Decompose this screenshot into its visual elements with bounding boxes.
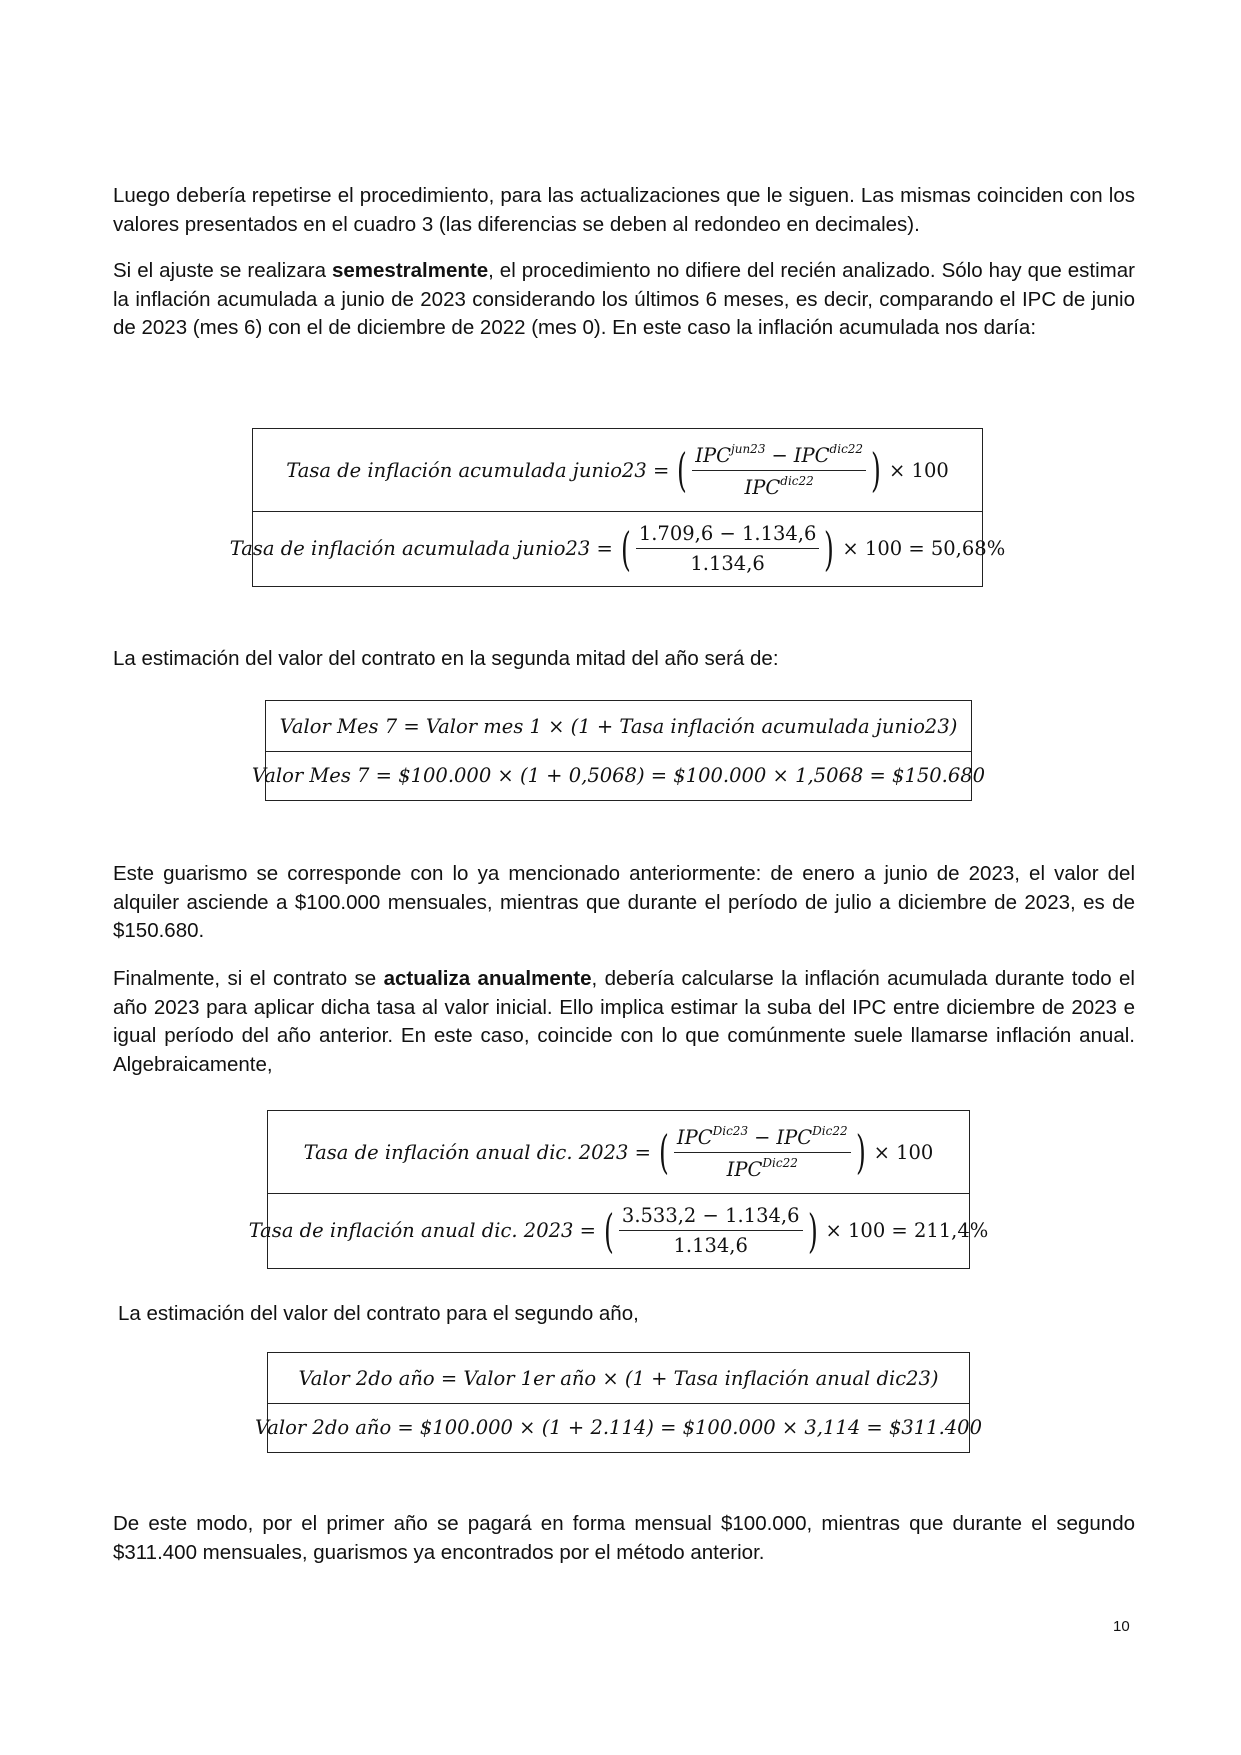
minus-sign: − bbox=[771, 443, 788, 467]
paragraph-conclusion: De este modo, por el primer año se pagará en forma mensual $100.000, mientras que durante el segundo $311.400 mensuales, guarismos ya encontrados por el método anterior. bbox=[113, 1512, 1135, 1564]
formula-lhs: Tasa de inflación acumulada junio23 = bbox=[229, 537, 613, 560]
fraction bbox=[674, 1124, 851, 1181]
formula-row-calculation: Valor Mes 7 = $100.000 × (1 + 0,5068) = $100.000 × 1,5068 = $150.680 bbox=[266, 751, 971, 799]
right-paren: ) bbox=[871, 443, 881, 497]
paragraph-second-half: La estimación del valor del contrato en la segunda mitad del año será de: bbox=[113, 647, 779, 670]
page-number: 10 bbox=[1113, 1618, 1130, 1635]
fraction bbox=[636, 522, 820, 575]
right-paren: ) bbox=[807, 1203, 818, 1258]
formula-row-calculation: Valor 2do año = $100.000 × (1 + 2.114) = $100.000 × 3,114 = $311.400 bbox=[268, 1403, 969, 1451]
paragraph-procedure: Luego debería repetirse el procedimiento, para las actualizaciones que le siguen. Las mismas coinciden con los valores presentados en el cuadro 3 (las diferencias se deben al redondeo en decimales). bbox=[113, 184, 1135, 236]
left-paren: ( bbox=[603, 1203, 614, 1258]
fraction-numerator bbox=[674, 1124, 851, 1153]
text-span: , debería calcularse la inflación acumulada durante todo el año 2023 para aplicar dicha tasa al valor inicial. Ello implica estimar la suba del IPC entre diciembre de 2023 e igual período del año anterior. En este caso, coincide con lo que comúnmente suele llamarse inflación anual. Algebraicamente, bbox=[113, 967, 1135, 1076]
formula-box-inflation-annual bbox=[248, 1110, 989, 1269]
fraction-numerator: 3.533,2 − 1.134,6 bbox=[619, 1204, 803, 1231]
minus-sign: − bbox=[754, 1125, 771, 1149]
formula-row-definition bbox=[253, 429, 982, 511]
bold-term-semestral: semestralmente bbox=[332, 259, 489, 282]
fraction-denominator bbox=[742, 471, 817, 499]
formula-lhs: Tasa de inflación anual dic. 2023 = bbox=[248, 1219, 596, 1242]
superscript: dic22 bbox=[780, 473, 814, 488]
paragraph-guarismo: Este guarismo se corresponde con lo ya mencionado anteriormente: de enero a junio de 2023, el valor del alquiler asciende a $100.000 mensuales, mientras que durante el período de julio a diciembre de 2023, es de $150.680. bbox=[113, 862, 1135, 942]
formula-row-definition: Valor 2do año = Valor 1er año × (1 + Tasa inflación anual dic23) bbox=[298, 1366, 939, 1390]
fraction-group bbox=[673, 442, 885, 499]
left-paren: ( bbox=[677, 443, 688, 497]
ipc-term: IPC bbox=[744, 475, 781, 499]
superscript: Dic23 bbox=[712, 1123, 749, 1138]
times-100: × 100 bbox=[873, 1140, 934, 1164]
fraction-group bbox=[655, 1124, 870, 1181]
right-paren: ) bbox=[855, 1125, 866, 1179]
formula-box-second-year bbox=[255, 1352, 982, 1453]
right-paren: ) bbox=[824, 521, 835, 576]
fraction-denominator: 1.134,6 bbox=[690, 552, 765, 575]
ipc-term: IPC bbox=[695, 443, 731, 467]
ipc-term: IPC bbox=[776, 1125, 813, 1149]
fraction-numerator: 1.709,6 − 1.134,6 bbox=[636, 522, 820, 549]
fraction-denominator bbox=[724, 1153, 801, 1181]
fraction-numerator bbox=[692, 442, 866, 471]
formula-box-inflation-june bbox=[229, 428, 1006, 587]
superscript: jun23 bbox=[731, 441, 766, 456]
formula-lhs: Tasa de inflación anual dic. 2023 = bbox=[303, 1140, 651, 1164]
paragraph-second-year: La estimación del valor del contrato para el segundo año, bbox=[118, 1302, 639, 1325]
paragraph-semestral bbox=[113, 257, 1135, 343]
fraction-group bbox=[617, 522, 839, 575]
ipc-term: IPC bbox=[676, 1125, 713, 1149]
formula-row-calculation bbox=[229, 511, 1006, 585]
fraction bbox=[619, 1204, 803, 1257]
text-span: Finalmente, si el contrato se bbox=[113, 967, 384, 990]
fraction-group bbox=[600, 1204, 822, 1257]
paragraph-anual bbox=[113, 965, 1135, 1079]
fraction-denominator: 1.134,6 bbox=[673, 1234, 748, 1257]
formula-row-definition: Valor Mes 7 = Valor mes 1 × (1 + Tasa inflación acumulada junio23) bbox=[279, 714, 958, 738]
left-paren: ( bbox=[658, 1125, 669, 1179]
fraction bbox=[692, 442, 866, 499]
formula-row-definition bbox=[268, 1111, 969, 1193]
superscript: Dic22 bbox=[762, 1155, 798, 1170]
superscript: Dic22 bbox=[812, 1123, 848, 1138]
formula-result: × 100 = 211,4% bbox=[825, 1219, 989, 1242]
superscript: dic22 bbox=[829, 441, 864, 456]
bold-term-anual: actualiza anualmente bbox=[383, 967, 592, 990]
formula-box-month-7 bbox=[251, 700, 986, 801]
ipc-term: IPC bbox=[726, 1157, 763, 1181]
text-span: , el procedimiento no difiere del recién analizado. Sólo hay que estimar la inflación acumulada a junio de 2023 considerando los últimos 6 meses, es decir, comparando el IPC de junio de 2023 (mes 6) con el de diciembre de 2022 (mes 0). En este caso la inflación acumulada nos daría: bbox=[113, 259, 1135, 339]
formula-lhs: Tasa de inflación acumulada junio23 = bbox=[286, 458, 670, 482]
times-100: × 100 bbox=[889, 458, 949, 482]
text-span: Si el ajuste se realizara bbox=[113, 259, 332, 282]
left-paren: ( bbox=[620, 521, 631, 576]
ipc-term: IPC bbox=[793, 443, 830, 467]
formula-row-calculation bbox=[248, 1193, 989, 1267]
formula-result: × 100 = 50,68% bbox=[842, 537, 1006, 560]
